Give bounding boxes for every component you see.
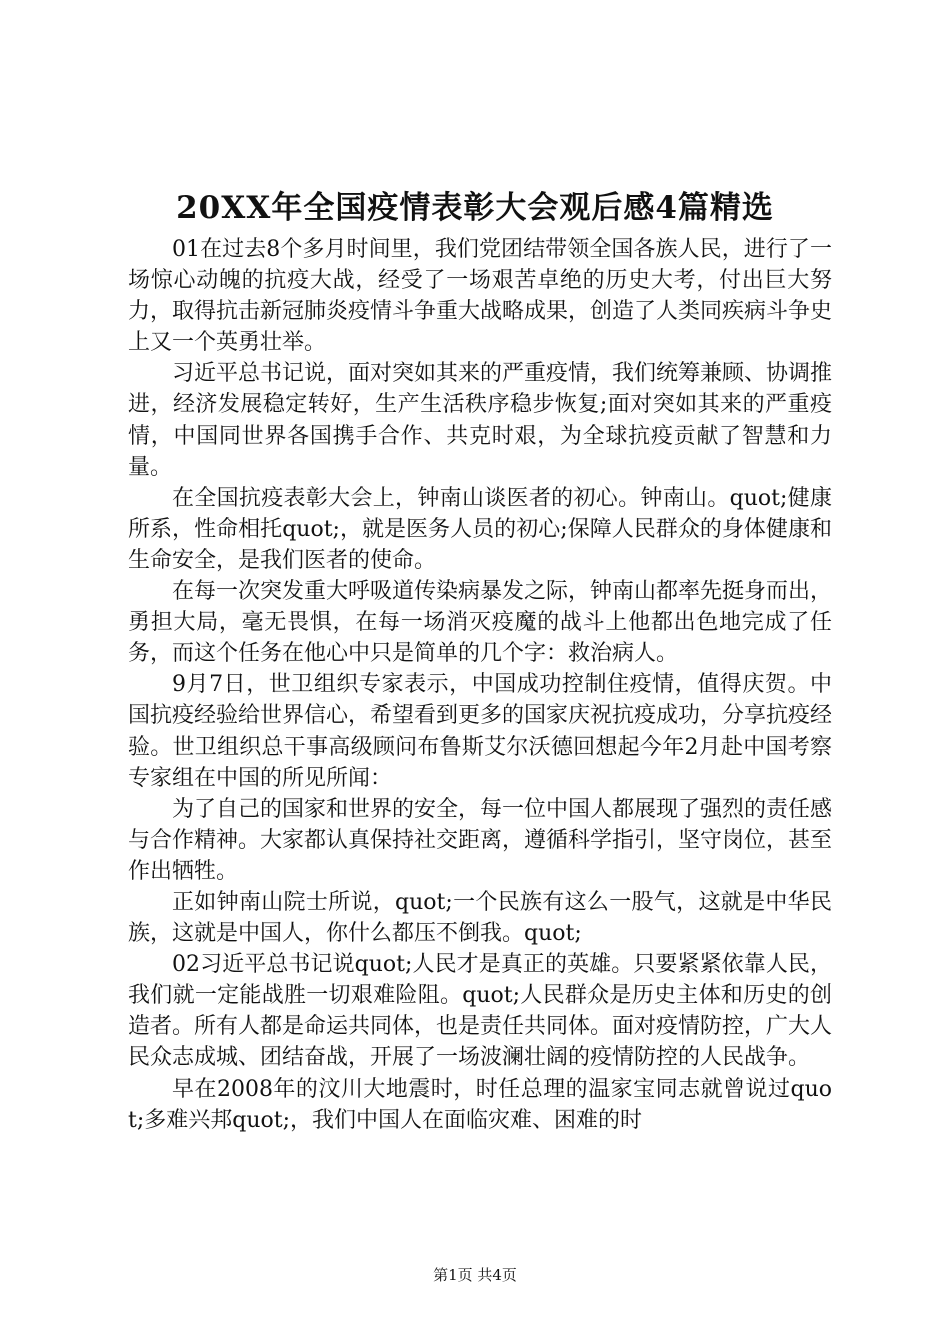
- paragraph-4: 在每一次突发重大呼吸道传染病暴发之际，钟南山都率先挺身而出，勇担大局，毫无畏惧，在每一场消灭疫魔的战斗上他都出色地完成了任务，而这个任务在他心中只是简单的几个字：救治病人。: [128, 579, 833, 667]
- paragraph-3: 在全国抗疫表彰大会上，钟南山谈医者的初心。钟南山。quot;健康所系，性命相托quot;，就是医务人员的初心;保障人民群众的身体健康和生命安全，是我们医者的使命。: [128, 485, 832, 573]
- document-title: 20XX年全国疫情表彰大会观后感4篇精选: [176, 190, 774, 226]
- paragraph-8: 02习近平总书记说quot;人民才是真正的英雄。只要紧紧依靠人民，我们就一定能战胜一切艰难险阻。quot;人民群众是历史主体和历史的创造者。所有人都是命运共同体，也是责任共同体。面对疫情防控，广大人民众志成城、团结奋战，开展了一场波澜壮阔的疫情防控的人民战争。: [128, 952, 833, 1071]
- page-footer: 第1页 共4页: [433, 1266, 517, 1284]
- document-body: [128, 234, 832, 1136]
- paragraph-2: 习近平总书记说，面对突如其来的严重疫情，我们统筹兼顾、协调推进，经济发展稳定转好，生产生活秩序稳步恢复;面对突如其来的严重疫情，中国同世界各国携手合作、共克时艰，为全球抗疫贡献了智慧和力量。: [128, 361, 833, 480]
- paragraph-1: 01在过去8个多月时间里，我们党团结带领全国各族人民，进行了一场惊心动魄的抗疫大战，经受了一场艰苦卓绝的历史大考，付出巨大努力，取得抗击新冠肺炎疫情斗争重大战略成果，创造了人类同疾病斗争史上又一个英勇壮举。: [128, 237, 833, 356]
- paragraph-9: 早在2008年的汶川大地震时，时任总理的温家宝同志就曾说过quot;多难兴邦quot;，我们中国人在面临灾难、困难的时: [128, 1076, 832, 1133]
- paragraph-6: 为了自己的国家和世界的安全，每一位中国人都展现了强烈的责任感与合作精神。大家都认真保持社交距离，遵循科学指引，坚守岗位，甚至作出牺牲。: [128, 796, 833, 884]
- paragraph-7: 正如钟南山院士所说，quot;一个民族有这么一股气，这就是中华民族，这就是中国人，你什么都压不倒我。quot;: [128, 889, 832, 947]
- paragraph-5: 9月7日，世卫组织专家表示，中国成功控制住疫情，值得庆贺。中国抗疫经验给世界信心，希望看到更多的国家庆祝抗疫成功，分享抗疫经验。世卫组织总干事高级顾问布鲁斯艾尔沃德回想起今年2月赴中国考察专家组在中国的所见所闻：: [128, 672, 833, 791]
